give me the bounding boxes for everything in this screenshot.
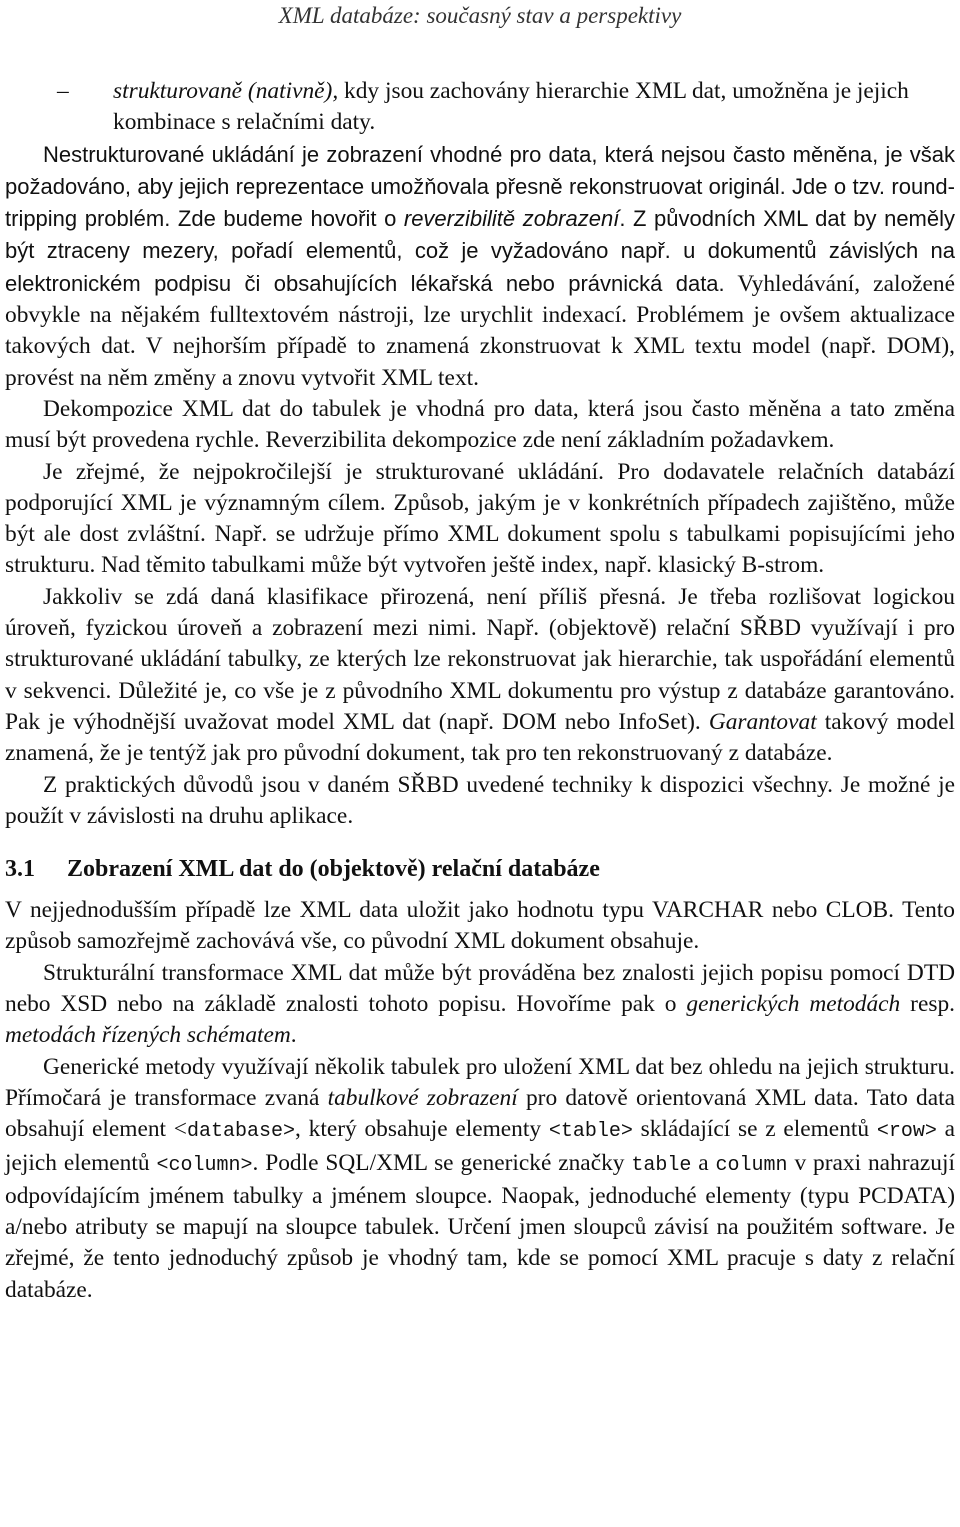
section-heading	[5, 854, 955, 885]
list-item	[57, 76, 955, 139]
paragraph-part-h: v praxi nahrazují odpovídajícím jménem tabulky a jménem sloupce. Naopak, jednoduché elementy (typu PCDATA) a/nebo atributy se mapují na sloupce tabulek. Určení jmen sloupců závisí na použitém software. Je zřejmé, že tento jednoduchý způsob je vhodný tam, kde se pomocí XML pracuje s daty z relační databáze.	[5, 1149, 955, 1303]
list-dash: –	[57, 78, 69, 104]
paragraph-decomposition: Dekompozice XML dat do tabulek je vhodná pro data, která jsou často měněna a tato změna musí být provedena rychle. Reverzibilita dekompozice zde není základním požadavkem.	[5, 395, 955, 454]
running-head: XML databáze: současný stav a perspektivy	[278, 3, 682, 28]
code-column-tag: column	[715, 1153, 788, 1177]
list-item-text: kdy jsou zachovány hierarchie XML dat, umožněna je jejich kombinace s relačními daty.	[113, 78, 909, 136]
paragraph-italic-term: Garantovat	[708, 708, 817, 735]
paragraph-part-b: pro datově orientovaná XML data. Tato data obsahují element <	[5, 1084, 955, 1143]
section-number: 3.1	[5, 856, 35, 883]
code-table-tag: table	[631, 1153, 692, 1177]
paragraph-part-d: skládající se z elementů	[632, 1116, 877, 1143]
paragraph-part-a: Generické metody využívají několik tabulek pro uložení XML dat bez ohledu na jejich strukturu. Přímočará je transformace zvaná	[5, 1053, 955, 1111]
paragraph-sans-italic: reverzibilitě zobrazení	[403, 206, 620, 232]
paragraph-italic-term: generických metodách	[686, 991, 901, 1018]
code-column: <column>	[156, 1153, 253, 1177]
paragraph-part-e: a jejich elementů	[5, 1116, 955, 1176]
paragraph-part-b: takový model znamená, že je tentýž jak pro původní dokument, tak pro ten rekonstruovaný z databáze.	[5, 708, 955, 767]
paragraph-part-c: .	[290, 1022, 297, 1049]
paragraph-part-g: a	[691, 1149, 716, 1176]
paragraph-sans-part-2: . Z původních XML dat by neměly být ztraceny mezery, pořadí elementů, což je vyžadováno např. u dokumentů závislých na elektronickém podpisu či obsahujících lékařská nebo právnická data.	[5, 206, 956, 296]
paragraph-structured-storage: Je zřejmé, že nejpokročilejší je strukturované ukládání. Pro dodavatele relačních databází podporující XML je významným cílem. Způsob, jakým je v konkrétních případech zajištěno, může být ale dost zvláštní. Např. se udržuje přímo XML dokument spolu s tabulkami popisujícími jeho strukturu. Nad těmito tabulkami může být vytvořen ještě index, např. klasický B-strom.	[5, 458, 955, 579]
paragraph-part-a: Jakkoliv se zdá daná klasifikace přirozená, není příliš přesná. Je třeba rozlišovat logickou úroveň, fyzickou úroveň a zobrazení mezi nimi. Např. (objektově) relační SŘBD využívají i pro strukturované ukládání tabulky, ze kterých lze rekonstruovat jak hierarchie, tak uspořádání elementů v sekvenci. Důležité je, co vše je z původního XML dokumentu pro výstup z databáze garantováno. Pak je výhodnější uvažovat model XML dat (např. DOM nebo InfoSet).	[5, 583, 955, 735]
paragraph-classification	[5, 582, 955, 770]
paragraph-italic-term: metodách řízených schématem	[5, 1022, 291, 1049]
body-text	[5, 76, 955, 1306]
paragraph-serif-part: Vyhledávání, založené obvykle na nějakém fulltextovém nástroji, lze urychlit indexací. Problémem je ovšem aktualizace takových dat. V nejhorším případě to znamená zkonstruovat k XML textu model (např. DOM), provést na něm změny a znovu vytvořit XML text.	[5, 270, 955, 391]
paragraph-italic-term: tabulkové zobrazení	[327, 1084, 518, 1111]
paragraph-part-f: . Podle SQL/XML se generické značky	[252, 1149, 632, 1176]
paragraph-varchar-clob: V nejjednodušším případě lze XML data uložit jako hodnotu typu VARCHAR nebo CLOB. Tento způsob samozřejmě zachovává vše, co původní XML dokument obsahuje.	[5, 897, 955, 955]
paragraph-sans-part-1: Nestrukturované ukládání je zobrazení vhodné pro data, která nejsou často měněna, je však požadováno, aby jejich reprezentace umožňovala přesně rekonstruovat originál. Jde o tzv. round-tripping problém. Zde budeme hovořit o	[5, 141, 955, 232]
paragraph-part-c: , který obsahuje elementy	[295, 1116, 549, 1143]
paragraph-structural-transformation	[5, 958, 955, 1052]
paragraph-part-a: Strukturální transformace XML dat může být prováděna bez znalosti jejich popisu pomocí DTD nebo XSD nebo na základě znalosti tohoto popisu. Hovoříme pak o	[5, 959, 955, 1018]
paragraph-unstructured-storage	[5, 139, 955, 394]
code-table: <table>	[548, 1120, 633, 1144]
code-database: database>	[187, 1120, 296, 1144]
paragraph-part-b: resp.	[900, 991, 956, 1018]
list-item-italic: strukturovaně (nativně),	[113, 78, 339, 104]
paragraph-practical-reasons: Z praktických důvodů jsou v daném SŘBD uvedené techniky k dispozici všechny. Je možné je použít v závislosti na druhu aplikace.	[5, 771, 955, 829]
section-title: Zobrazení XML dat do (objektově) relační databáze	[67, 856, 600, 883]
paragraph-generic-methods	[5, 1052, 955, 1306]
code-row: <row>	[876, 1120, 937, 1144]
